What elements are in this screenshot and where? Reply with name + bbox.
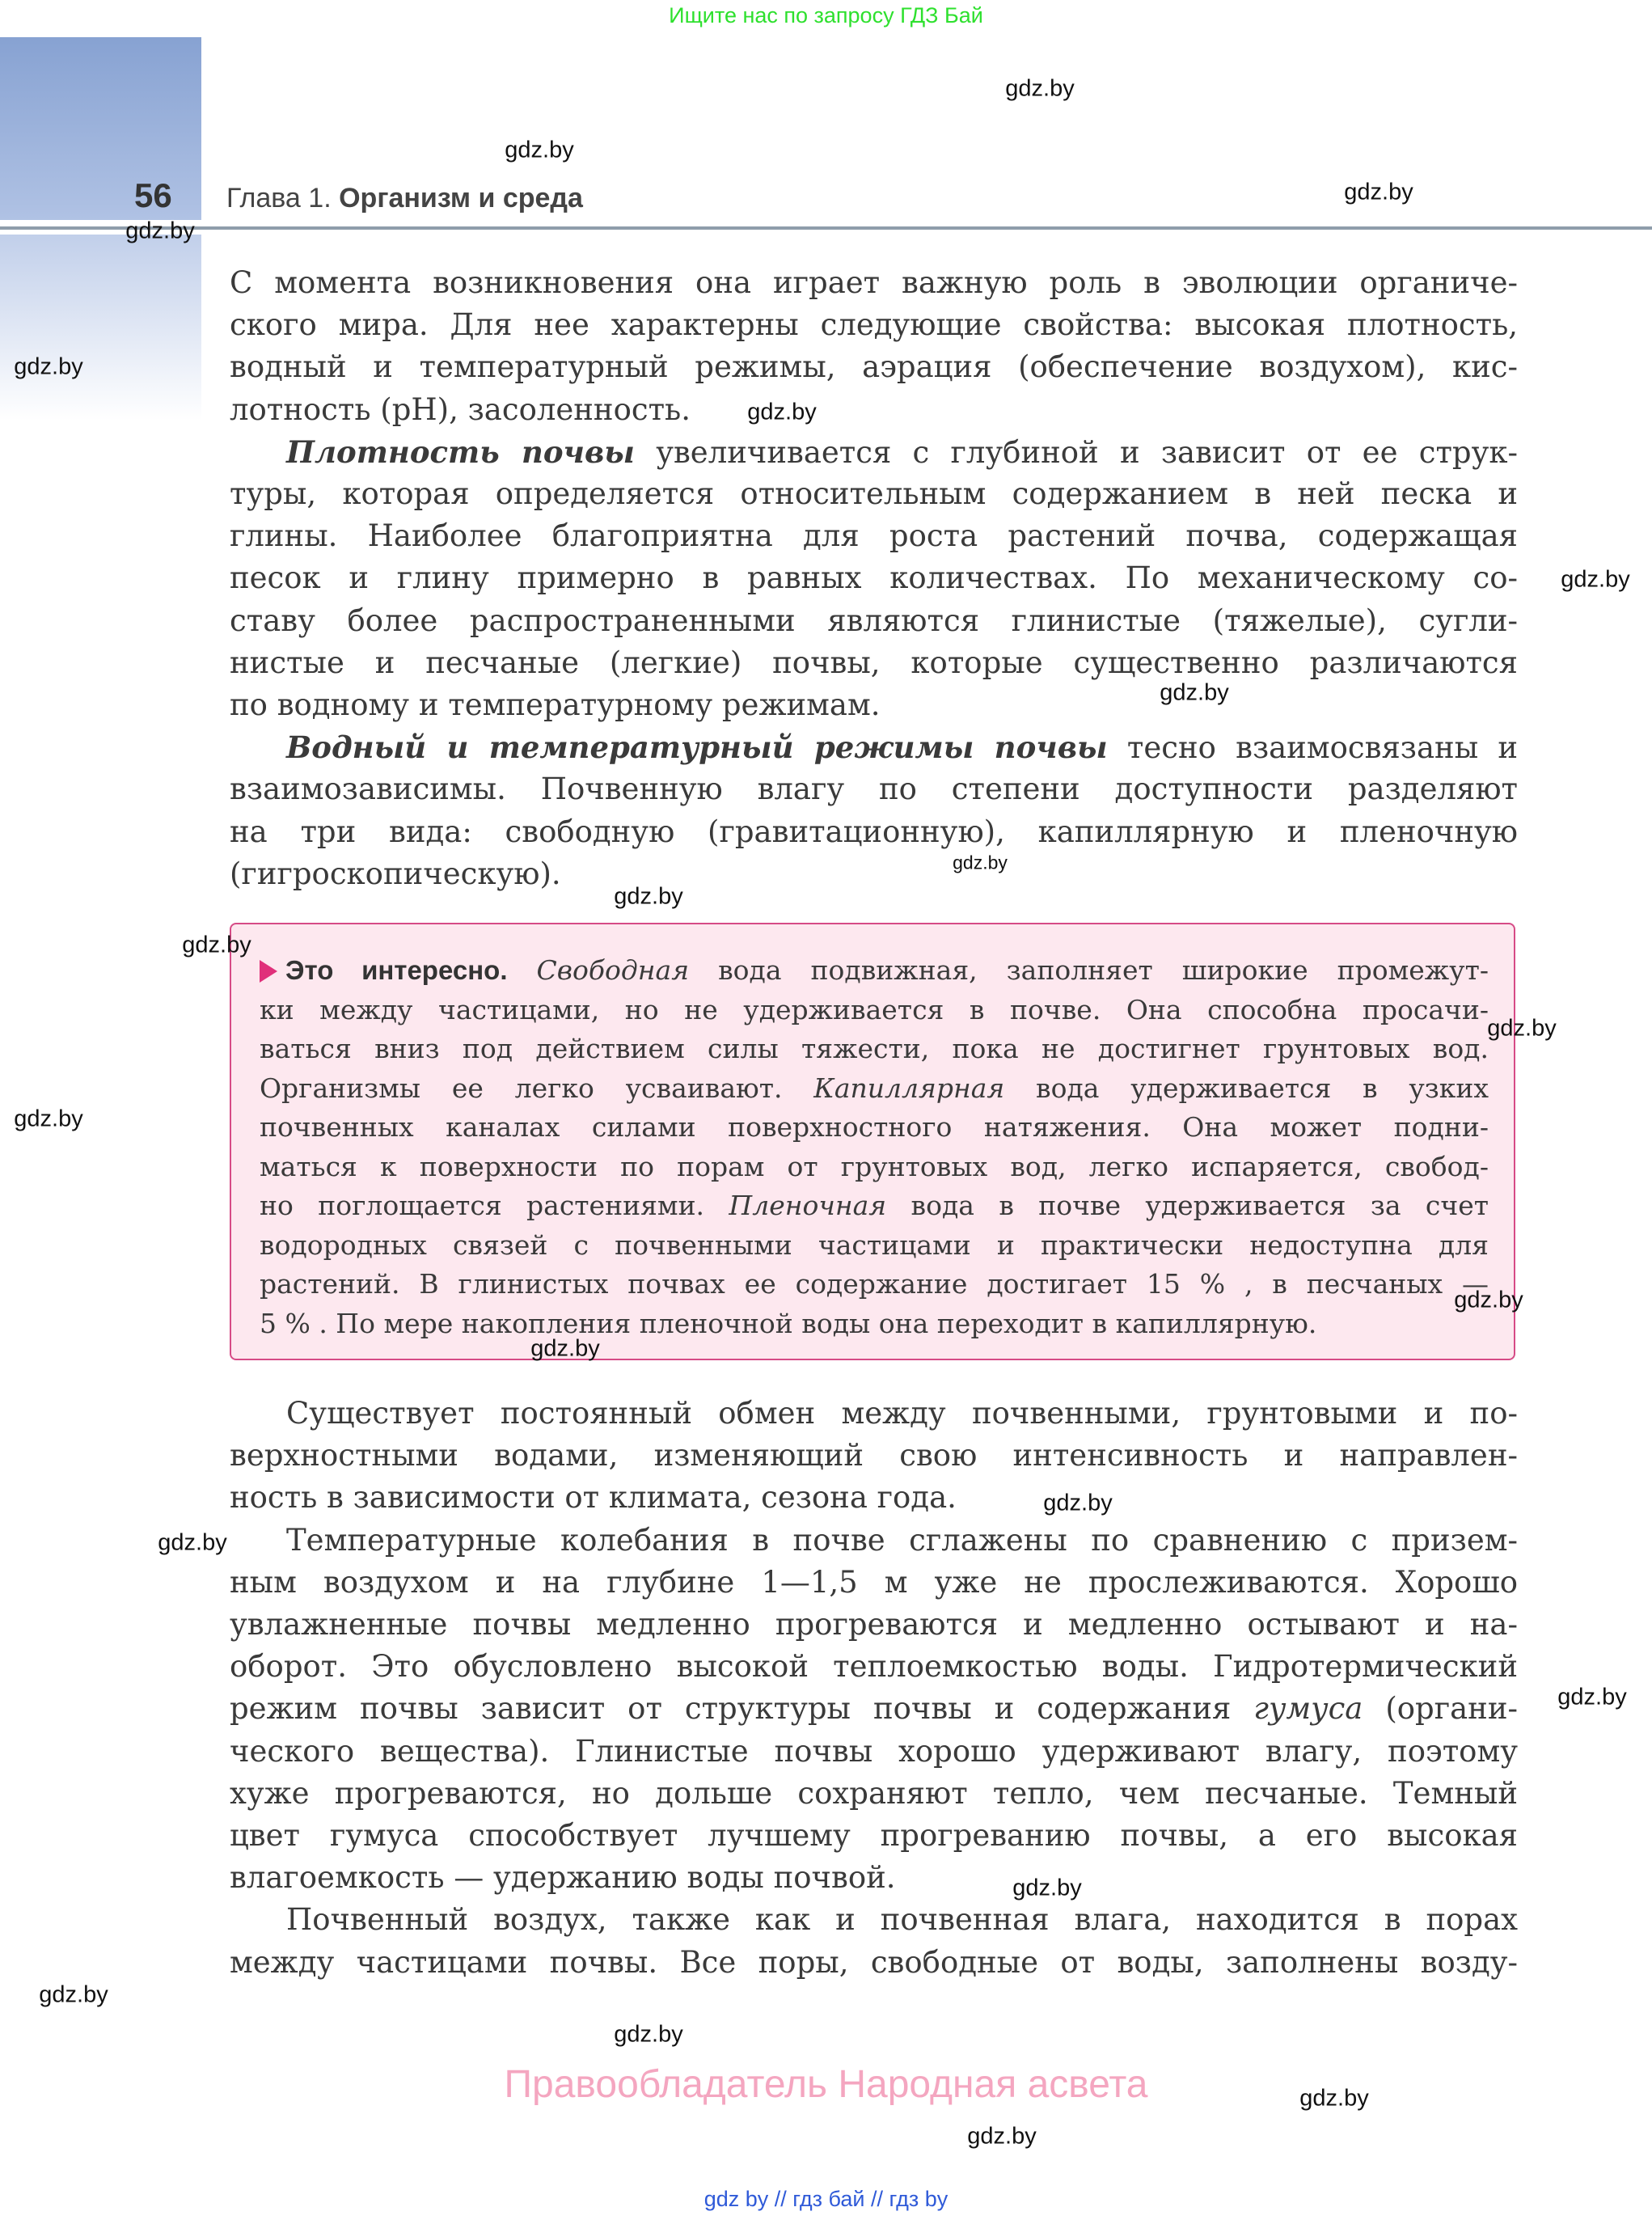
text-line bbox=[230, 1688, 1518, 1730]
emphasis-run: Плотность почвы bbox=[286, 433, 635, 470]
text-run: ность в зависимости от климата, сезона года. bbox=[230, 1480, 957, 1516]
text-run: нистые и песчаные (легкие) почвы, которые существенно различаются bbox=[230, 645, 1518, 680]
emphasis-run: Водный и температурный режимы почвы bbox=[286, 729, 1108, 766]
text-line bbox=[286, 1899, 1518, 1941]
text-run: верхностными водами, изменяющий свою интенсивность и направлен- bbox=[230, 1438, 1518, 1474]
text-run: ки между частицами, но не удерживается в почве. Она способна просачи- bbox=[260, 993, 1489, 1025]
watermark: gdz.by bbox=[530, 1335, 600, 1362]
text-run: глины. Наиболее благоприятна для роста растений почва, содержащая bbox=[230, 518, 1518, 554]
text-line bbox=[230, 1773, 1518, 1815]
text-run: ваться вниз под действием силы тяжести, пока не достигнет грунтовых вод. bbox=[260, 1033, 1489, 1064]
text-run: увлажненные почвы медленно прогреваются и медленно остывают и на- bbox=[230, 1606, 1518, 1642]
callout-line bbox=[260, 991, 1489, 1030]
text-run: на три вида: свободную (гравитационную), капиллярную и пленочную bbox=[230, 814, 1518, 849]
text-line bbox=[230, 1857, 1518, 1899]
text-line bbox=[230, 1815, 1518, 1857]
watermark: gdz.by bbox=[967, 2123, 1037, 2150]
text-run: вода удерживается в узких bbox=[1004, 1072, 1489, 1104]
text-line bbox=[230, 1604, 1518, 1646]
emphasis-run: Капиллярная bbox=[813, 1072, 1005, 1104]
text-line bbox=[230, 1562, 1518, 1604]
text-run: водородных связей с почвенными частицами и практически недоступна для bbox=[260, 1228, 1489, 1261]
text-line bbox=[230, 1646, 1518, 1688]
watermark: gdz.by bbox=[125, 218, 195, 244]
callout-line bbox=[260, 1265, 1489, 1304]
text-run: режим почвы зависит от структуры почвы и содержания bbox=[230, 1691, 1254, 1727]
text-run: но поглощается растениями. bbox=[260, 1190, 729, 1221]
text-line bbox=[230, 642, 1518, 684]
text-run: увеличивается с глубиной и зависит от ее струк- bbox=[634, 434, 1518, 470]
text-run: 5 % . По мере накопления пленочной воды она переходит в капиллярную. bbox=[260, 1307, 1317, 1339]
callout-line bbox=[260, 951, 1489, 990]
watermark: gdz.by bbox=[1557, 1684, 1627, 1710]
watermark: gdz.by bbox=[614, 883, 683, 910]
text-run: Температурные колебания в почве сглажены по сравнению с призем- bbox=[286, 1522, 1518, 1558]
text-line bbox=[230, 1435, 1518, 1477]
watermark: gdz.by bbox=[1561, 566, 1630, 593]
text-line bbox=[286, 1393, 1518, 1435]
callout-line bbox=[260, 1304, 1489, 1343]
text-line bbox=[230, 1731, 1518, 1773]
text-run: водный и температурный режимы, аэрация (обеспечение воздухом), кис- bbox=[230, 349, 1518, 385]
text-run: (органи- bbox=[1363, 1691, 1518, 1727]
callout-line bbox=[260, 1226, 1489, 1265]
emphasis-run: Пленочная bbox=[729, 1190, 887, 1221]
page-margin-gradient bbox=[0, 235, 201, 421]
callout-line bbox=[260, 1108, 1489, 1147]
text-run: маться к поверхности по порам от грунтовых вод, легко испаряется, свобод- bbox=[260, 1150, 1489, 1182]
text-run: оборот. Это обусловлено высокой теплоемкостью воды. Гидротермический bbox=[230, 1649, 1518, 1685]
watermark: gdz.by bbox=[14, 1106, 83, 1132]
watermark: gdz.by bbox=[1487, 1015, 1557, 1042]
watermark: gdz.by bbox=[182, 932, 251, 958]
text-run: Почвенный воздух, также как и почвенная влага, находится в порах bbox=[286, 1902, 1518, 1938]
footer-links[interactable]: gdz by // гдз бай // гдз by bbox=[703, 2187, 949, 2211]
text-run: цвет гумуса способствует лучшему прогреванию почвы, а его высокая bbox=[230, 1817, 1518, 1853]
page-number: 56 bbox=[134, 176, 172, 214]
text-line bbox=[230, 389, 1518, 431]
text-run: (гигроскопическую). bbox=[230, 856, 561, 891]
text-line bbox=[230, 811, 1518, 853]
text-line bbox=[230, 473, 1518, 515]
triangle-marker-icon bbox=[260, 960, 277, 983]
text-run: Организмы ее легко усваивают. bbox=[260, 1072, 814, 1104]
watermark: gdz.by bbox=[39, 1981, 108, 2008]
text-run: влагоемкость — удержанию воды почвой. bbox=[230, 1860, 896, 1896]
text-run: лотность (pH), засоленность. bbox=[230, 391, 691, 427]
text-run: хуже прогреваются, но дольше сохраняют тепло, чем песчаные. Темный bbox=[230, 1775, 1518, 1811]
chapter-title: Организм и среда bbox=[339, 183, 583, 214]
chapter-label: Глава 1. bbox=[226, 183, 332, 214]
watermark: gdz.by bbox=[747, 399, 817, 425]
text-line bbox=[230, 304, 1518, 346]
watermark: gdz.by bbox=[505, 137, 574, 163]
text-run: между частицами почвы. Все поры, свободные от воды, заполнены возду- bbox=[230, 1944, 1518, 1980]
text-line bbox=[286, 726, 1518, 768]
text-line bbox=[230, 684, 1518, 726]
watermark: gdz.by bbox=[1005, 75, 1075, 102]
emphasis-run: гумуса bbox=[1253, 1691, 1363, 1727]
watermark: gdz.by bbox=[953, 852, 1008, 873]
text-run: по водному и температурному режимам. bbox=[230, 687, 881, 722]
text-run: взаимозависимы. Почвенную влагу по степени доступности разделяют bbox=[230, 772, 1518, 807]
watermark: gdz.by bbox=[1012, 1875, 1082, 1901]
copyright-notice: Правообладатель Народная асвета bbox=[504, 2063, 1148, 2106]
text-run: ставу более распространенными являются глинистые (тяжелые), сугли- bbox=[230, 603, 1518, 638]
header-divider bbox=[0, 226, 1652, 230]
callout-line bbox=[260, 1186, 1489, 1225]
text-run: С момента возникновения она играет важную роль в эволюции органиче- bbox=[230, 264, 1518, 300]
text-line bbox=[230, 768, 1518, 810]
running-header bbox=[226, 183, 583, 214]
search-hint-banner: Ищите нас по запросу ГДЗ Бай bbox=[669, 3, 983, 27]
text-run: растений. В глинистых почвах ее содержание достигает 15 % , в песчаных — bbox=[260, 1268, 1489, 1300]
text-line bbox=[230, 600, 1518, 642]
text-run: почвенных каналах силами поверхностного натяжения. Она может подни- bbox=[260, 1111, 1489, 1143]
text-line bbox=[230, 557, 1518, 599]
watermark: gdz.by bbox=[158, 1529, 227, 1556]
text-line bbox=[230, 346, 1518, 388]
text-line bbox=[230, 1477, 1518, 1519]
watermark: gdz.by bbox=[1454, 1287, 1523, 1313]
text-run: Существует постоянный обмен между почвенными, грунтовыми и по- bbox=[286, 1395, 1518, 1431]
text-run: ческого вещества). Глинистые почвы хорошо удерживают влагу, поэтому bbox=[230, 1733, 1518, 1769]
text-run: туры, которая определяется относительным содержанием в ней песка и bbox=[230, 476, 1518, 511]
watermark: gdz.by bbox=[1299, 2085, 1369, 2112]
callout-heading: Это интересно. bbox=[285, 955, 508, 985]
text-line bbox=[230, 262, 1518, 304]
callout-line bbox=[260, 1148, 1489, 1186]
text-line bbox=[230, 1942, 1518, 1984]
text-run: вода в почве удерживается за счет bbox=[886, 1190, 1489, 1221]
text-run: ского мира. Для нее характерны следующие свойства: высокая плотность, bbox=[230, 307, 1518, 343]
text-run: тесно взаимосвязаны и bbox=[1107, 730, 1519, 766]
text-line bbox=[230, 515, 1518, 557]
watermark: gdz.by bbox=[1160, 679, 1229, 706]
text-run: вода подвижная, заполняет широкие промежут- bbox=[689, 954, 1489, 986]
text-run bbox=[508, 954, 537, 986]
text-line bbox=[286, 431, 1518, 473]
watermark: gdz.by bbox=[1043, 1490, 1113, 1516]
text-line bbox=[230, 853, 1518, 895]
text-line bbox=[286, 1520, 1518, 1562]
watermark: gdz.by bbox=[1344, 179, 1413, 205]
emphasis-run: Свободная bbox=[536, 954, 690, 986]
callout-line bbox=[260, 1030, 1489, 1068]
text-run: ным воздухом и на глубине 1—1,5 м уже не прослеживаются. Хорошо bbox=[230, 1564, 1518, 1600]
watermark: gdz.by bbox=[14, 353, 83, 380]
callout-line bbox=[260, 1069, 1489, 1108]
watermark: gdz.by bbox=[614, 2021, 683, 2048]
text-run: песок и глину примерно в равных количествах. По механическому со- bbox=[230, 560, 1518, 596]
